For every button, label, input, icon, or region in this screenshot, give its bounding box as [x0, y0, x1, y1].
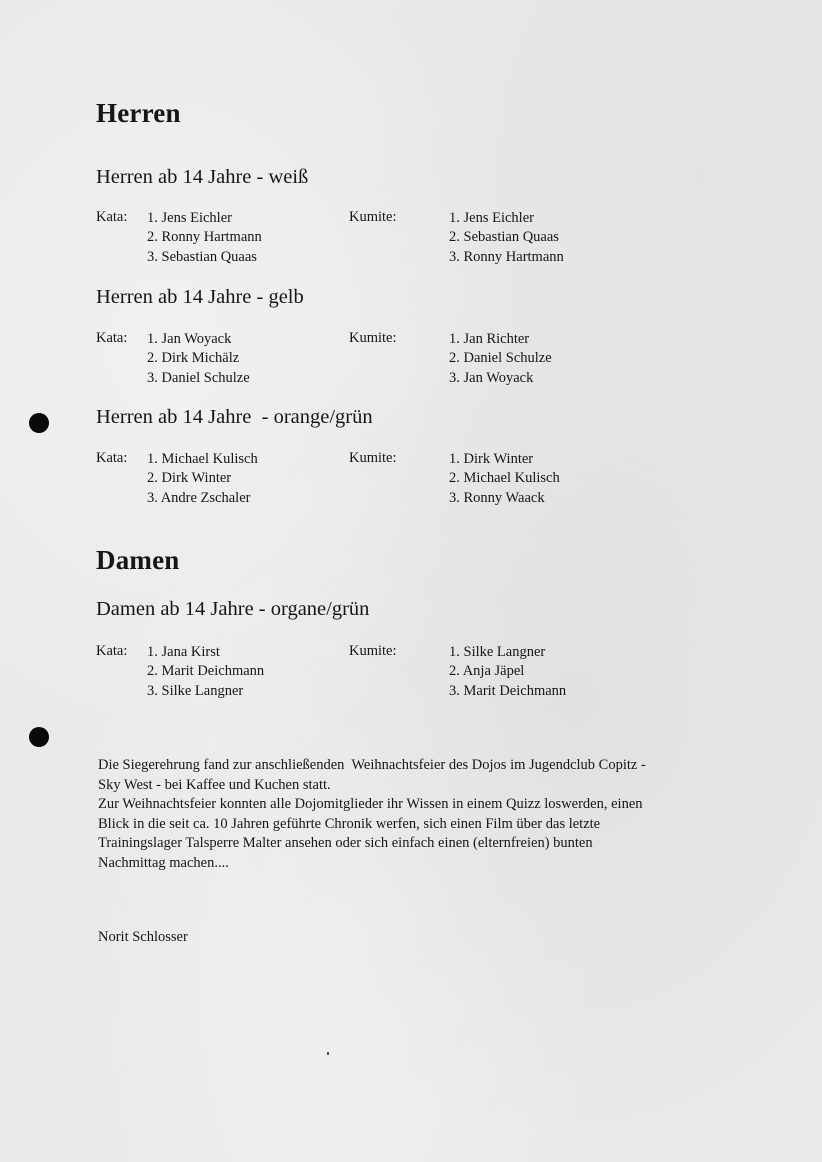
- result-item: 2. Marit Deichmann: [147, 663, 265, 680]
- paragraph-line: Zur Weihnachtsfeier konnten alle Dojomitglieder ihr Wissen in einem Quizz loswerden, einen: [98, 796, 643, 812]
- section-title-damen: Damen: [96, 545, 180, 575]
- kumite-results: [449, 330, 552, 388]
- kata-results: [147, 330, 250, 388]
- result-item: 1. Jan Richter: [449, 331, 530, 347]
- result-item: 2. Sebastian Quaas: [449, 229, 559, 246]
- paragraph-line: Sky West - bei Kaffee und Kuchen statt.: [98, 776, 331, 793]
- kumite-results: [449, 450, 560, 508]
- result-item: 1. Jens Eichler: [147, 210, 232, 226]
- result-item: 3. Daniel Schulze: [147, 369, 250, 386]
- result-item: 2. Daniel Schulze: [449, 350, 552, 367]
- kata-results: [147, 450, 258, 508]
- paragraph-line: Die Siegerehrung fand zur anschließenden Weihnachtsfeier des Dojos im Jugendclub Copitz -: [98, 757, 646, 773]
- result-item: 3. Silke Langner: [147, 682, 244, 699]
- paragraph-line: Blick in die seit ca. 10 Jahren geführte Chronik werfen, sich einen Film über das letzte: [98, 815, 601, 832]
- kata-label: Kata:: [96, 450, 128, 466]
- kata-label: Kata:: [96, 209, 128, 225]
- paragraph-line: Nachmittag machen....: [98, 854, 229, 871]
- result-item: 3. Andre Zschaler: [147, 489, 251, 506]
- punch-hole-upper: [29, 413, 49, 433]
- kumite-label: Kumite:: [349, 209, 397, 225]
- closing-paragraph: [98, 756, 758, 873]
- punch-hole-lower: [29, 727, 49, 747]
- scan-speck: [327, 1052, 329, 1055]
- kumite-results: [449, 209, 564, 267]
- paragraph-line: Trainingslager Talsperre Malter ansehen oder sich einfach einen (elternfreien) bunten: [98, 835, 593, 851]
- result-item: 3. Ronny Hartmann: [449, 248, 564, 265]
- kata-results: [147, 643, 264, 701]
- result-item: 1. Jana Kirst: [147, 644, 220, 660]
- kata-results: [147, 209, 262, 267]
- result-item: 2. Anja Jäpel: [449, 663, 525, 680]
- kata-label: Kata:: [96, 643, 128, 659]
- kata-label: Kata:: [96, 330, 128, 346]
- result-item: 2. Michael Kulisch: [449, 470, 560, 487]
- result-item: 3. Sebastian Quaas: [147, 248, 257, 265]
- kumite-label: Kumite:: [349, 643, 397, 659]
- section-title-herren: Herren: [96, 98, 181, 128]
- result-item: 2. Dirk Michälz: [147, 350, 240, 367]
- category-heading: Herren ab 14 Jahre - gelb: [96, 286, 304, 308]
- kumite-results: [449, 643, 566, 701]
- kumite-label: Kumite:: [349, 450, 397, 466]
- category-heading: Herren ab 14 Jahre - weiß: [96, 166, 309, 188]
- result-item: 3. Jan Woyack: [449, 369, 534, 386]
- result-item: 1. Silke Langner: [449, 644, 546, 660]
- category-heading: Damen ab 14 Jahre - organe/grün: [96, 598, 370, 620]
- category-heading: Herren ab 14 Jahre - orange/grün: [96, 406, 373, 428]
- result-item: 3. Ronny Waack: [449, 489, 545, 506]
- signature: Norit Schlosser: [98, 929, 188, 945]
- result-item: 1. Jens Eichler: [449, 210, 534, 226]
- result-item: 2. Ronny Hartmann: [147, 229, 262, 246]
- result-item: 1. Dirk Winter: [449, 451, 534, 467]
- result-item: 3. Marit Deichmann: [449, 682, 567, 699]
- result-item: 1. Jan Woyack: [147, 331, 232, 347]
- result-item: 2. Dirk Winter: [147, 470, 232, 487]
- result-item: 1. Michael Kulisch: [147, 451, 258, 467]
- kumite-label: Kumite:: [349, 330, 397, 346]
